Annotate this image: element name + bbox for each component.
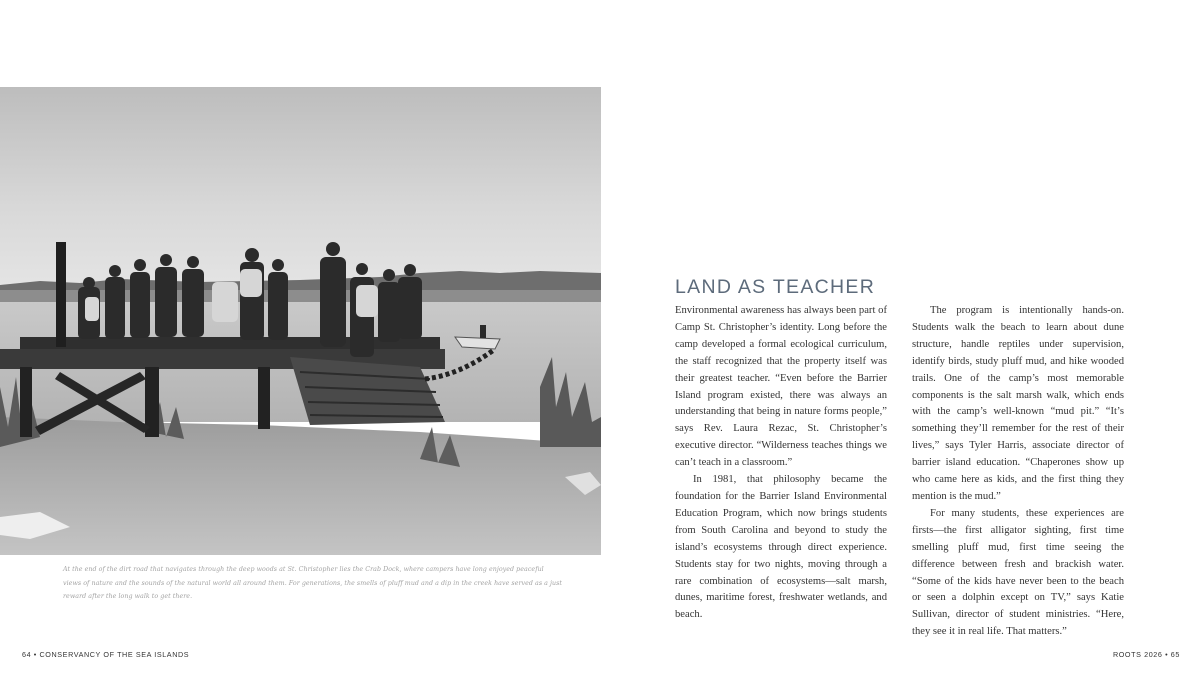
crab-dock-photo — [0, 87, 601, 555]
article-paragraph: The program is intentionally hands-on. Students walk the beach to learn about dune structure, handle reptiles under supervision, identify birds, study pluff mud, and hike wooded trails. One of the camp’s most memorable components is the salt marsh walk, which ends with the camp’s well-known “mud pit.” “It’s something they’ll remember for the rest of their lives,” says Tyler Harris, associate director of barrier island education. “Chaperones show up who came here as kids, and the first thing they mention is the mud.” — [912, 305, 1124, 502]
page-folio-right: ROOTS 2026 • 65 — [1112, 650, 1180, 659]
crab-dock-photo-illustration — [0, 87, 601, 555]
article-column-right — [912, 303, 1124, 641]
article-column-left — [675, 303, 887, 624]
photo-caption: At the end of the dirt road that navigates through the deep woods at St. Christopher lies the Crab Dock, where campers have long enjoyed peaceful views of nature and the sounds of the natural world all around them. For generations, the smells of pluff mud and a dip in the creek have served as a just reward after the long walk to get there. — [63, 566, 563, 600]
page-folio-left: 64 • CONSERVANCY OF THE SEA ISLANDS — [22, 650, 190, 659]
article-headline: LAND AS TEACHER — [675, 276, 876, 298]
article-paragraph: In 1981, that philosophy became the foundation for the Barrier Island Environmental Education Program, which now brings students from South Carolina and beyond to study the island’s ecosystems through direct experience. Students stay for two nights, moving through a rare combination of ecosystems—salt marsh, dunes, maritime forest, freshwater wetlands, and beach. — [675, 474, 887, 621]
article-paragraph: For many students, these experiences are firsts—the first alligator sighting, first time smelling pluff mud, first time seeing the difference between fresh and brackish water. “Some of the kids have never been to the beach or seen a dolphin except on TV,” says Katie Sullivan, director of student ministries. “Here, they see it in real life. That matters.” — [912, 507, 1124, 638]
article-paragraph: Environmental awareness has always been part of Camp St. Christopher’s identity. Long before the camp developed a formal ecological curriculum, the staff recognized that the property itself was their greatest teacher. “Even before the Barrier Island program existed, there was always an understanding that being in nature forms people,” says Rev. Laura Rezac, St. Christopher’s executive director. “Wilderness teaches things we can’t teach in a classroom.” — [675, 305, 887, 469]
